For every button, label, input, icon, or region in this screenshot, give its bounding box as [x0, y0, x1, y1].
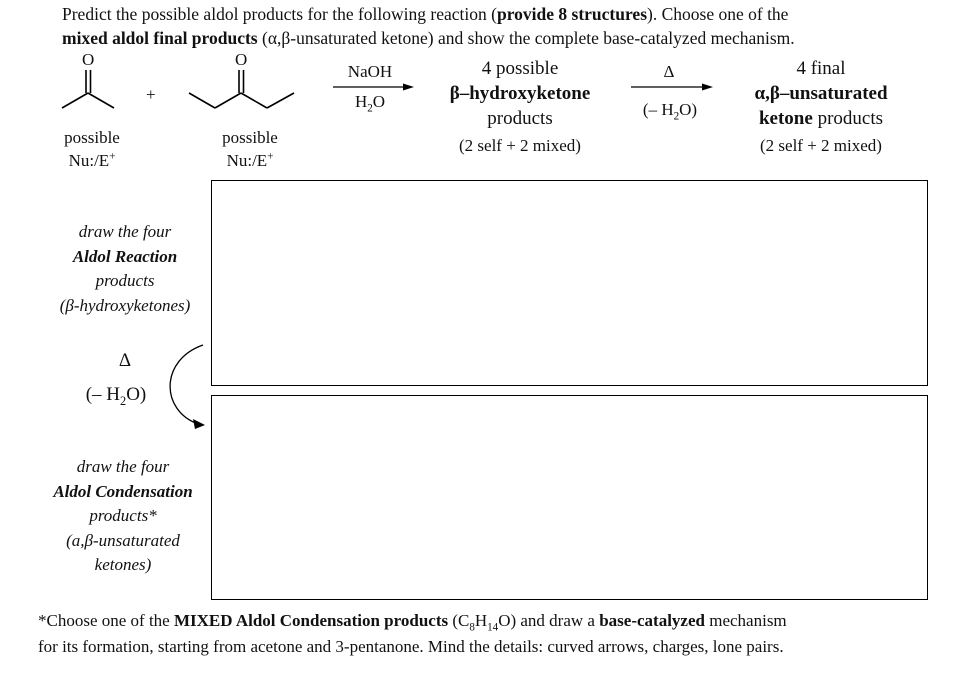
- reactant2-caption: possible Nu:/E+: [222, 128, 278, 170]
- hydroxyketone-summary: 4 possible β–hydroxyketone products (2 self + 2 mixed): [449, 58, 591, 155]
- question-line-1: Predict the possible aldol products for the following reaction (provide 8 structures). Choose one of the: [62, 4, 789, 24]
- final-products-summary: 4 final α,β–unsaturated ketone products (2 self + 2 mixed): [754, 58, 888, 155]
- aldol-condensation-label: draw the four Aldol Condensation products* (a,β-unsaturated ketones): [53, 457, 193, 574]
- acetone-structure: [62, 70, 114, 108]
- footer-line-2: for its formation, starting from acetone and 3-pentanone. Mind the details: curved arrows, charges, lone pairs.: [38, 636, 784, 656]
- dehydration-arrow: [631, 84, 713, 91]
- reaction-arrow: [333, 84, 414, 91]
- pentanone-oxygen-label: O: [235, 50, 248, 69]
- plus-sign: +: [146, 85, 156, 104]
- transition-dehydration-label: (– $H_2O$): [85, 384, 147, 408]
- acetone-oxygen-label: O: [82, 50, 95, 69]
- question-line-2: mixed aldol final products (α,β-unsaturated ketone) and show the complete base-catalyzed mechanism.: [62, 28, 795, 48]
- pentanone-structure: [189, 70, 294, 108]
- footer-line-1: *Choose one of the MIXED Aldol Condensation products $(C_8H_{14}O)$ and draw a base-catalyzed mechanism: [38, 611, 787, 634]
- reactant1-caption: possible Nu:/E+: [64, 128, 120, 170]
- reagent-naoh: NaOH: [347, 62, 393, 81]
- mechanism-instructions: [38, 608, 943, 659]
- transition-heat-symbol: Δ: [118, 350, 132, 371]
- aldol-reaction-label: draw the four Aldol Reaction products (β-hydroxyketones): [59, 222, 191, 315]
- heat-symbol: Δ: [663, 62, 675, 81]
- reagent-water: $H_2O$: [354, 92, 386, 115]
- aldol-products-answer-box[interactable]: [211, 180, 928, 386]
- dehydration-label: (– $H_2O$): [642, 100, 698, 123]
- condensation-products-answer-box[interactable]: [211, 395, 928, 600]
- curved-transition-arrow: [170, 345, 205, 429]
